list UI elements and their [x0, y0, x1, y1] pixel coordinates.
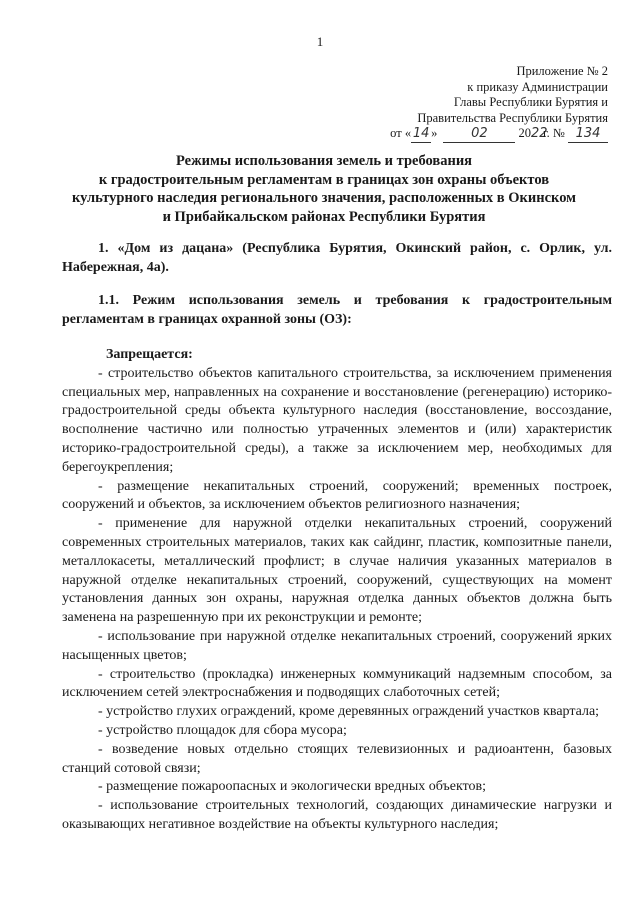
appendix-line-3: Главы Республики Бурятия и [453, 95, 608, 109]
prohibited-heading: Запрещается: [106, 347, 193, 362]
title-line-3: культурного наследия регионального значения, расположенных в Окинском [71, 190, 577, 206]
handwritten-day: 14 [412, 126, 430, 141]
appendix-line-1: Приложение № 2 [516, 64, 608, 78]
list-item: - строительство объектов капитального строительства, за исключением применения специальных мер, направленных на сохранение и восстановление (регенерацию) историко-градостроительной среды объекта культурного наследия (восстановление, воссоздание, восполнение частично или полностью утраченных элементов и (или) характеристик историко-градостроительной среды), а также за исключением мер, необходимых для берегоукрепления; [62, 365, 612, 475]
handwritten-year: 22 [530, 126, 548, 141]
title-line-1: Режимы использования земель и требования [175, 153, 473, 169]
appendix-line-4: Правительства Республики Бурятия [417, 110, 608, 125]
list-item: - размещение пожароопасных и экологически вредных объектов; [98, 779, 487, 795]
list-item: - устройство площадок для сбора мусора; [98, 722, 347, 738]
date-mid: » [431, 126, 438, 140]
list-item: - устройство глухих ограждений, кроме деревянных ограждений участков квартала; [98, 704, 600, 720]
document-title [50, 152, 598, 226]
list-item: - размещение некапитальных строений, сооружений; временных построек, сооружений и объектов, за исключением объектов религиозного назначения; [62, 478, 612, 513]
section-1-heading: 1. «Дом из дацана» (Республика Бурятия, Окинский район, с. Орлик, ул. Набережная, 4а). [62, 241, 612, 275]
handwritten-number: 134 [568, 126, 608, 143]
year-prefix: 20 [518, 126, 531, 140]
year-suffix: г. № [542, 126, 565, 140]
list-item: - возведение новых отдельно стоящих телевизионных и радиоантенн, базовых станций сотовой связи; [62, 741, 612, 776]
title-line-4: и Прибайкальском районах Республики Бурятия [162, 208, 486, 225]
list-item: - использование при наружной отделке некапитальных строений, сооружений ярких насыщенных цветов; [62, 628, 612, 663]
page-number: 1 [316, 34, 324, 49]
appendix-date-line [390, 126, 608, 143]
section-1-1-heading: 1.1. Режим использования земель и требования к градостроительным регламентам в границах охранной зоны (ОЗ): [62, 293, 612, 327]
list-item: - строительство (прокладка) инженерных коммуникаций надземным способом, за исключением сетей электроснабжения и подводящих слаботочных сетей; [62, 666, 612, 701]
date-prefix: от « [390, 126, 412, 140]
title-line-2: к градостроительным регламентам в границах зон охраны объектов [98, 171, 550, 188]
appendix-block [390, 64, 608, 143]
prohibitions-block [62, 346, 612, 835]
list-item: - использование строительных технологий, создающих динамические нагрузки и оказывающих негативное воздействие на объекты культурного наследия; [62, 798, 612, 832]
handwritten-month: 02 [443, 126, 515, 143]
appendix-line-2: к приказу Администрации [467, 79, 608, 94]
list-item: - применение для наружной отделки некапитальных строений, сооружений современных строительных материалов, таких как сайдинг, пластик, композитные панели, металлокасеты, металлический профлист; в случае наличия указанных материалов в наружной отделке некапитальных строений, сооружений, существующих на момент установления данных зон охраны, наружная отделка данных объектов должна быть заменена на разрешенную при их реконструкции и ремонте; [62, 516, 612, 626]
